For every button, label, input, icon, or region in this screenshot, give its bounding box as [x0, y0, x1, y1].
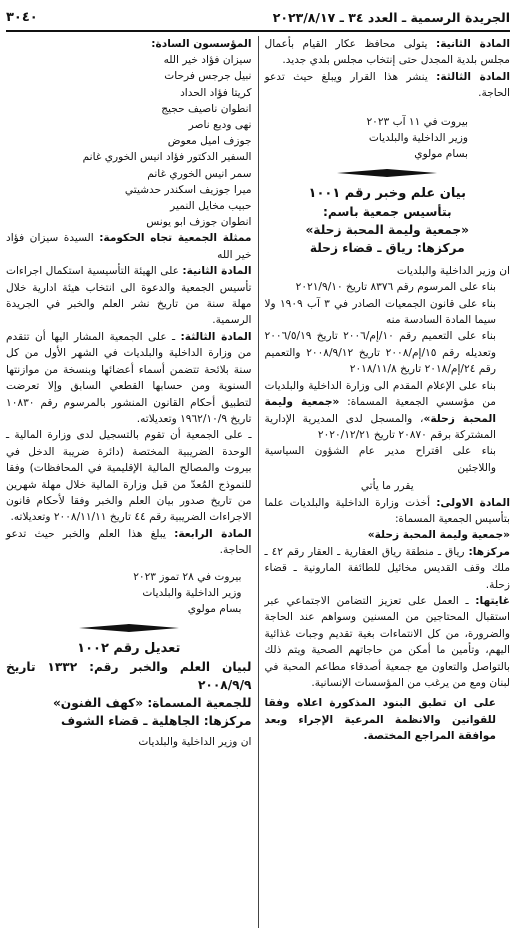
section-divider-ornament	[6, 624, 252, 632]
left-art4-text: يبلغ هذا العلم والخبر حيث تدعو الحاجة.	[6, 527, 252, 557]
rep-label: ممثلة الجمعية تجاه الحكومة:	[99, 232, 252, 245]
amendment-intro: ان وزير الداخلية والبلديات	[138, 735, 252, 748]
left-signature	[6, 569, 252, 618]
left-art4-label: المادة الرابعة:	[174, 527, 252, 540]
founder-item: جوزف اميل معوض	[167, 135, 252, 148]
amendment-line-1: لبيان العلم والخبر رقم: ١٣٣٢ تاريخ ٢٠٠٨/٩/٩	[6, 659, 252, 692]
left-sig-title: وزير الداخلية والبلديات	[142, 586, 242, 599]
notice-1001-center: مركزها: رياق ـ قضاء زحلة	[309, 240, 465, 255]
founder-item: حبيب مخايل النمير	[170, 200, 252, 213]
amendment-title: تعديل رقم ١٠٠٢	[77, 640, 181, 656]
left-art3-part2: ـ على الجمعية أن تقوم بالتسجيل لدى وزارة المالية ـ الوحدة الضريبية المختصة (دائرة ضريبة الدخل في بيروت والمصالح المالية الإقليمية في المحافظات) وفقا للنموذج المُعدّ من قبل وزارة المالية خلال مهلة شهرين من تاريخ صدور بيان العلم والخبر وفقا لأحكام قانون الاجراءات الضريبية رقم ٤٤ تاريخ ٢٠٠٨/١١/١١ وتعديلاته.	[6, 429, 252, 524]
founder-item: نبيل جرجس فرحات	[164, 70, 252, 83]
notice-1001-title: بيان علم وخبر رقم ١٠٠١	[308, 185, 466, 201]
right-art3-text: ينشر هذا القرار ويبلغ حيث تدعو الحاجة.	[264, 70, 510, 100]
right-art2	[265, 36, 511, 69]
notice-1001-basis-3: بناء على التعميم رقم ١٠/إم/٢٠٠٦ تاريخ ٢٠٠٦/٥/١٩ وتعديله رقم ١٥/إم/٢٠٠٨ تاريخ ٢٠٠٨/٩/١٢ والتعميم رقم ٢٤/إم/٢٠١٨ تاريخ ٢٠١٨/١١/٨	[264, 330, 496, 376]
notice-1001-art1	[265, 495, 511, 528]
left-art3	[6, 329, 252, 427]
notice-1001-basis-2: بناء على قانون الجمعيات الصادر في ٣ آب ١٩٠٩ ولا سيما المادة السادسة منه	[264, 297, 496, 327]
center-label: مركزها:	[468, 545, 510, 558]
notice-1001-association: «جمعية وليمة المحبة زحلة»	[305, 222, 470, 237]
notice-1001-art1-label: المادة الاولى:	[436, 496, 510, 509]
founder-item: السفير الدكتور فؤاد انيس الخوري غانم	[82, 151, 252, 164]
left-art3-label: المادة الثالثة:	[180, 330, 252, 343]
page-header	[6, 4, 510, 32]
amendment-line-2: للجمعية المسماة: «كهف الفنون»	[52, 695, 252, 710]
notice-1001-final-clause: على ان تطبق البنود المذكورة اعلاه وفقا للقوانين والانظمة المرعية الإجراء وبعد موافقة المراجع المختصة.	[264, 697, 496, 743]
founder-item: انطوان ناصيف حجيج	[161, 102, 252, 115]
right-art3	[265, 69, 511, 102]
founders-label: المؤسسون السادة:	[151, 38, 252, 50]
right-sig-name: بسام مولوي	[414, 148, 468, 161]
center-text: رياق ـ منطقة رياق العقارية ـ العقار رقم ٤٢ ـ ملك وقف القديس مخائيل للطائفة المارونية ـ قضاء زحلة.	[264, 545, 510, 591]
amendment-1002-heading	[6, 640, 252, 730]
right-art3-label: المادة الثالثة:	[436, 70, 510, 83]
founder-item: سمر انيس الخوري غانم	[147, 167, 252, 180]
basis-4-association: «جمعية وليمة المحبة زحلة»	[264, 396, 496, 425]
notice-1001-art1-text: أخذت وزارة الداخلية والبلديات علما بتأسيس الجمعية المسماة:	[264, 496, 510, 525]
notice-1001-basis-4	[265, 378, 511, 444]
basis-4-text-a: بناء على الإعلام المقدم الى وزارة الداخلية والبلديات من مؤسسي الجمعية المسماة:	[264, 379, 496, 409]
left-art2-text: على الهيئة التأسيسية استكمال اجراءات تأسيس الجمعية والدعوة الى انتخاب هيئة ادارية خلال مهلة سنة من تاريخ نشر العلم والخبر في الجريدة الرسمية.	[6, 265, 252, 327]
founder-item: سيزان فؤاد خير الله	[163, 54, 252, 67]
rep-text: السيدة سيزان فؤاد خير الله	[6, 232, 252, 261]
notice-1001-center-line	[265, 544, 511, 593]
founder-item: نهى وديع ناصر	[188, 119, 252, 132]
right-sig-date: بيروت في ١١ آب ٢٠٢٣	[366, 115, 468, 128]
left-sig-date: بيروت في ٢٨ تموز ٢٠٢٣	[133, 570, 242, 583]
notice-1001-basis-1: بناء على المرسوم رقم ٨٣٧٦ تاريخ ٢٠٢١/٩/١٠	[295, 281, 496, 294]
notice-1001-heading	[265, 185, 511, 257]
section-divider-ornament	[265, 169, 511, 177]
notice-1001-intro: ان وزير الداخلية والبلديات	[396, 264, 510, 277]
notice-1001-goal	[265, 593, 511, 691]
page-columns	[6, 36, 510, 928]
left-art4	[6, 526, 252, 559]
goal-text: ـ العمل على تعزيز التضامن الاجتماعي عبر استقبال المحتاجين من المسنين وسواهم عند الحاجة والضرورة، من كل الانتماءات بغية تقديم وجبات غذائية اليهم، وتأمين ما أمكن من حاجاتهم الصحية ويتم ذلك بالتواصل والتعاون مع جمعية أصدقاء مطاعم المحبة في لبنان ومع من يرغب من المؤسسات الإنسانية.	[264, 594, 510, 689]
right-art2-label: المادة الثانية:	[435, 38, 510, 50]
founder-item: ميرا جوزيف اسكندر حدشيتي	[124, 183, 252, 196]
right-sig-title: وزير الداخلية والبلديات	[368, 132, 468, 145]
left-sig-name: بسام مولوي	[187, 603, 242, 616]
notice-1001-basis-5: بناء على اقتراح مدير عام الشؤون السياسية واللاجئين	[264, 445, 496, 474]
notice-1001-subtitle: بتأسيس جمعية باسم:	[322, 204, 452, 219]
basis-4-text-c: ، والمسجل لدى المديرية الإدارية المشتركة برقم ٢٠٨٧٠ تاريخ ٢٠٢٠/١٢/٢١	[264, 412, 496, 441]
left-column	[6, 36, 258, 928]
goal-label: غايتها:	[475, 594, 510, 607]
right-signature	[265, 114, 511, 163]
right-art2-text: يتولى محافظ عكار القيام بأعمال مجلس بلدية المجدل حتى إنتخاب مجلس بلدي جديد.	[264, 38, 510, 67]
left-art3-text: ـ على الجمعية المشار اليها أن تتقدم من وزارة الداخلية والبلديات في الشهر الأول من كل سنة بلائحة تتضمن أسماء أعضائها وبنسخة من موازنتها السنوية ومن حسابها القطعي السابق وإلا تعرضت لتطبيق أحكام القانون المنشور بالمرسوم رقم ١٠٨٣٠ تاريخ ١٩٦٢/١٠/٩ وتعديلاته.	[6, 330, 252, 425]
left-art2	[6, 263, 252, 329]
decides-heading: يقرر ما يأتي	[360, 480, 414, 493]
notice-1001-art1-association: «جمعية وليمة المحبة زحلة»	[367, 529, 510, 542]
founder-item: كريتا فؤاد الحداد	[180, 86, 252, 99]
right-column	[258, 36, 511, 928]
founders-list	[6, 36, 252, 230]
government-representative	[6, 230, 252, 263]
amendment-line-3: مركزها: الجاهلية ـ قضاء الشوف	[61, 713, 252, 728]
page-number: ٣٠٤٠	[6, 9, 38, 25]
journal-issue-line: الجريدة الرسمية ـ العدد ٣٤ ـ ٢٠٢٣/٨/١٧	[272, 9, 510, 25]
left-art2-label: المادة الثانية:	[182, 265, 252, 278]
founder-item: انطوان جوزف ابو يونس	[146, 216, 252, 229]
